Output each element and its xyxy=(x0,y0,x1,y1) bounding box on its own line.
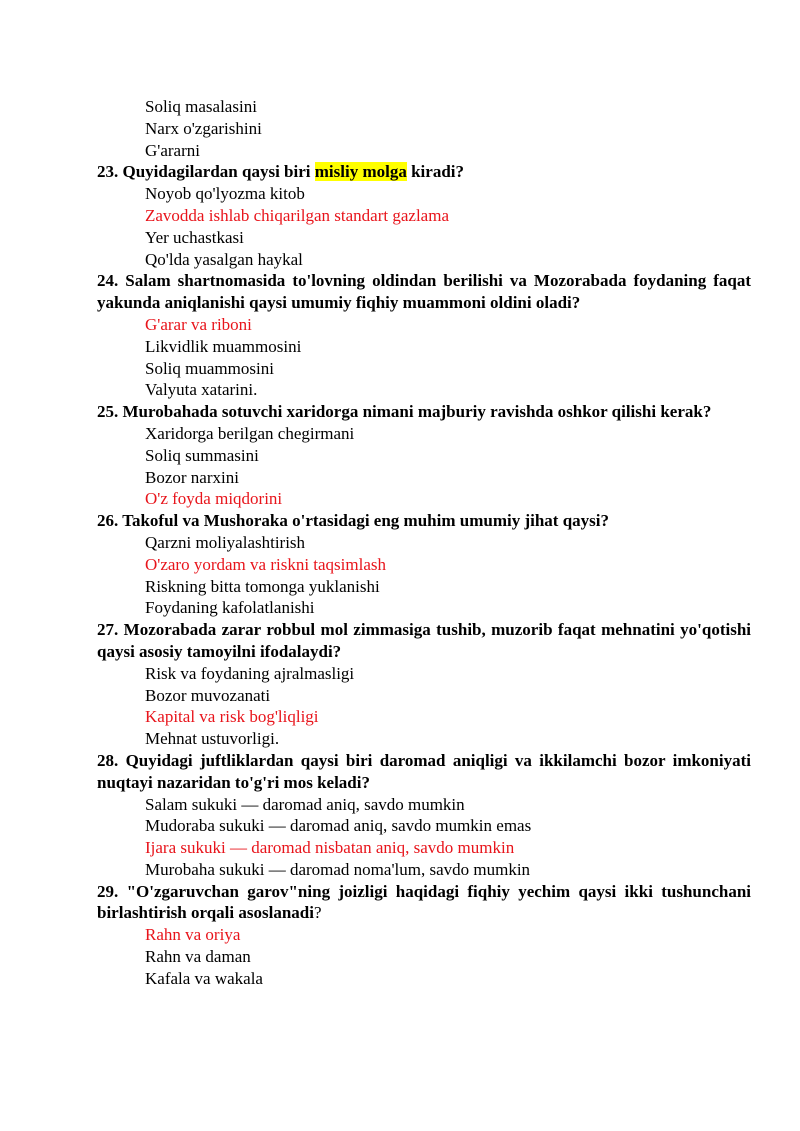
option: Foydaning kafolatlanishi xyxy=(145,598,315,618)
option: Likvidlik muammosini xyxy=(145,336,302,356)
question-text-part: kiradi? xyxy=(411,162,464,182)
option: Soliq masalasini xyxy=(145,97,257,116)
question-text-part: "O'zgaruvchan garov"ning joizligi haqidagi fiqhiy yechim qaysi ikki tushunchani birlashtirish orqali asoslanadi xyxy=(97,881,751,923)
option: Bozor muvozanati xyxy=(145,685,271,705)
question-text xyxy=(97,270,751,314)
question-number: 29. xyxy=(97,881,119,901)
option: Murobaha sukuki — daromad noma'lum, savdo mumkin xyxy=(145,859,531,879)
option: Kapital va risk bog'liqligi xyxy=(145,707,319,727)
question-text-part: ? xyxy=(313,903,322,923)
option: Salam sukuki — daromad aniq, savdo mumkin xyxy=(145,794,465,814)
question-block xyxy=(97,510,751,619)
question-number: 23. xyxy=(97,162,119,182)
option: Qo'lda yasalgan haykal xyxy=(145,249,303,269)
option: Soliq summasini xyxy=(145,445,259,465)
question-text xyxy=(97,881,751,925)
question-text xyxy=(97,161,751,183)
option: Mudoraba sukuki — daromad aniq, savdo mumkin emas xyxy=(145,816,532,836)
highlighted-term: misliy molga xyxy=(314,162,407,182)
question-text xyxy=(97,510,751,532)
option: Xaridorga berilgan chegirmani xyxy=(145,423,355,443)
question-number: 28. xyxy=(97,750,119,770)
question-number: 26. xyxy=(97,511,119,531)
question-text-part: Salam shartnomasida to'lovning oldindan berilishi va Mozorabada foydaning faqat yakunda aniqlanishi qaysi umumiy fiqhiy muammoni oldini oladi? xyxy=(97,271,751,313)
option: G'arar va riboni xyxy=(145,314,252,334)
option: Yer uchastkasi xyxy=(145,227,244,247)
question-text-part: Quyidagilardan qaysi biri xyxy=(122,162,311,182)
question-text-part: Quyidagi juftliklardan qaysi biri daromad aniqligi va ikkilamchi bozor imkoniyati nuqtayi nazaridan to'g'ri mos keladi? xyxy=(97,750,751,792)
option: G'ararni xyxy=(145,140,200,160)
option: Valyuta xatarini. xyxy=(145,380,258,400)
question-number: 27. xyxy=(97,620,119,640)
question-text-part: Takoful va Mushoraka o'rtasidagi eng muhim umumiy jihat qaysi? xyxy=(122,511,609,531)
question-text xyxy=(97,401,751,423)
question-number: 25. xyxy=(97,402,119,422)
option: Mehnat ustuvorligi. xyxy=(145,729,280,749)
option: Rahn va oriya xyxy=(145,925,241,945)
question-block xyxy=(97,401,751,510)
option: Noyob qo'lyozma kitob xyxy=(145,184,305,204)
option: Ijara sukuki — daromad nisbatan aniq, savdo mumkin xyxy=(145,838,515,858)
document-page xyxy=(97,96,751,990)
option: Qarzni moliyalashtirish xyxy=(145,532,306,552)
option: O'zaro yordam va riskni taqsimlash xyxy=(145,554,387,574)
question-block xyxy=(97,619,751,750)
question-block xyxy=(97,881,751,990)
option: Zavodda ishlab chiqarilgan standart gazlama xyxy=(145,205,449,225)
option: Bozor narxini xyxy=(145,467,239,487)
question-text-part: Murobahada sotuvchi xaridorga nimani majburiy ravishda oshkor qilishi kerak? xyxy=(122,402,712,422)
option: Narx o'zgarishini xyxy=(145,118,262,138)
question-block xyxy=(97,270,751,401)
question-block xyxy=(97,750,751,881)
question-block xyxy=(97,161,751,270)
option: O'z foyda miqdorini xyxy=(145,489,283,509)
option: Rahn va daman xyxy=(145,947,251,967)
option: Riskning bitta tomonga yuklanishi xyxy=(145,576,380,596)
leading-options xyxy=(97,96,751,161)
question-text xyxy=(97,750,751,794)
question-text xyxy=(97,619,751,663)
option: Risk va foydaning ajralmasligi xyxy=(145,663,355,683)
question-text-part: Mozorabada zarar robbul mol zimmasiga tushib, muzorib faqat mehnatini yo'qotishi qaysi asosiy tamoyilni ifodalaydi? xyxy=(97,620,752,661)
option: Kafala va wakala xyxy=(145,968,263,988)
option: Soliq muammosini xyxy=(145,358,274,378)
question-number: 24. xyxy=(97,271,119,291)
